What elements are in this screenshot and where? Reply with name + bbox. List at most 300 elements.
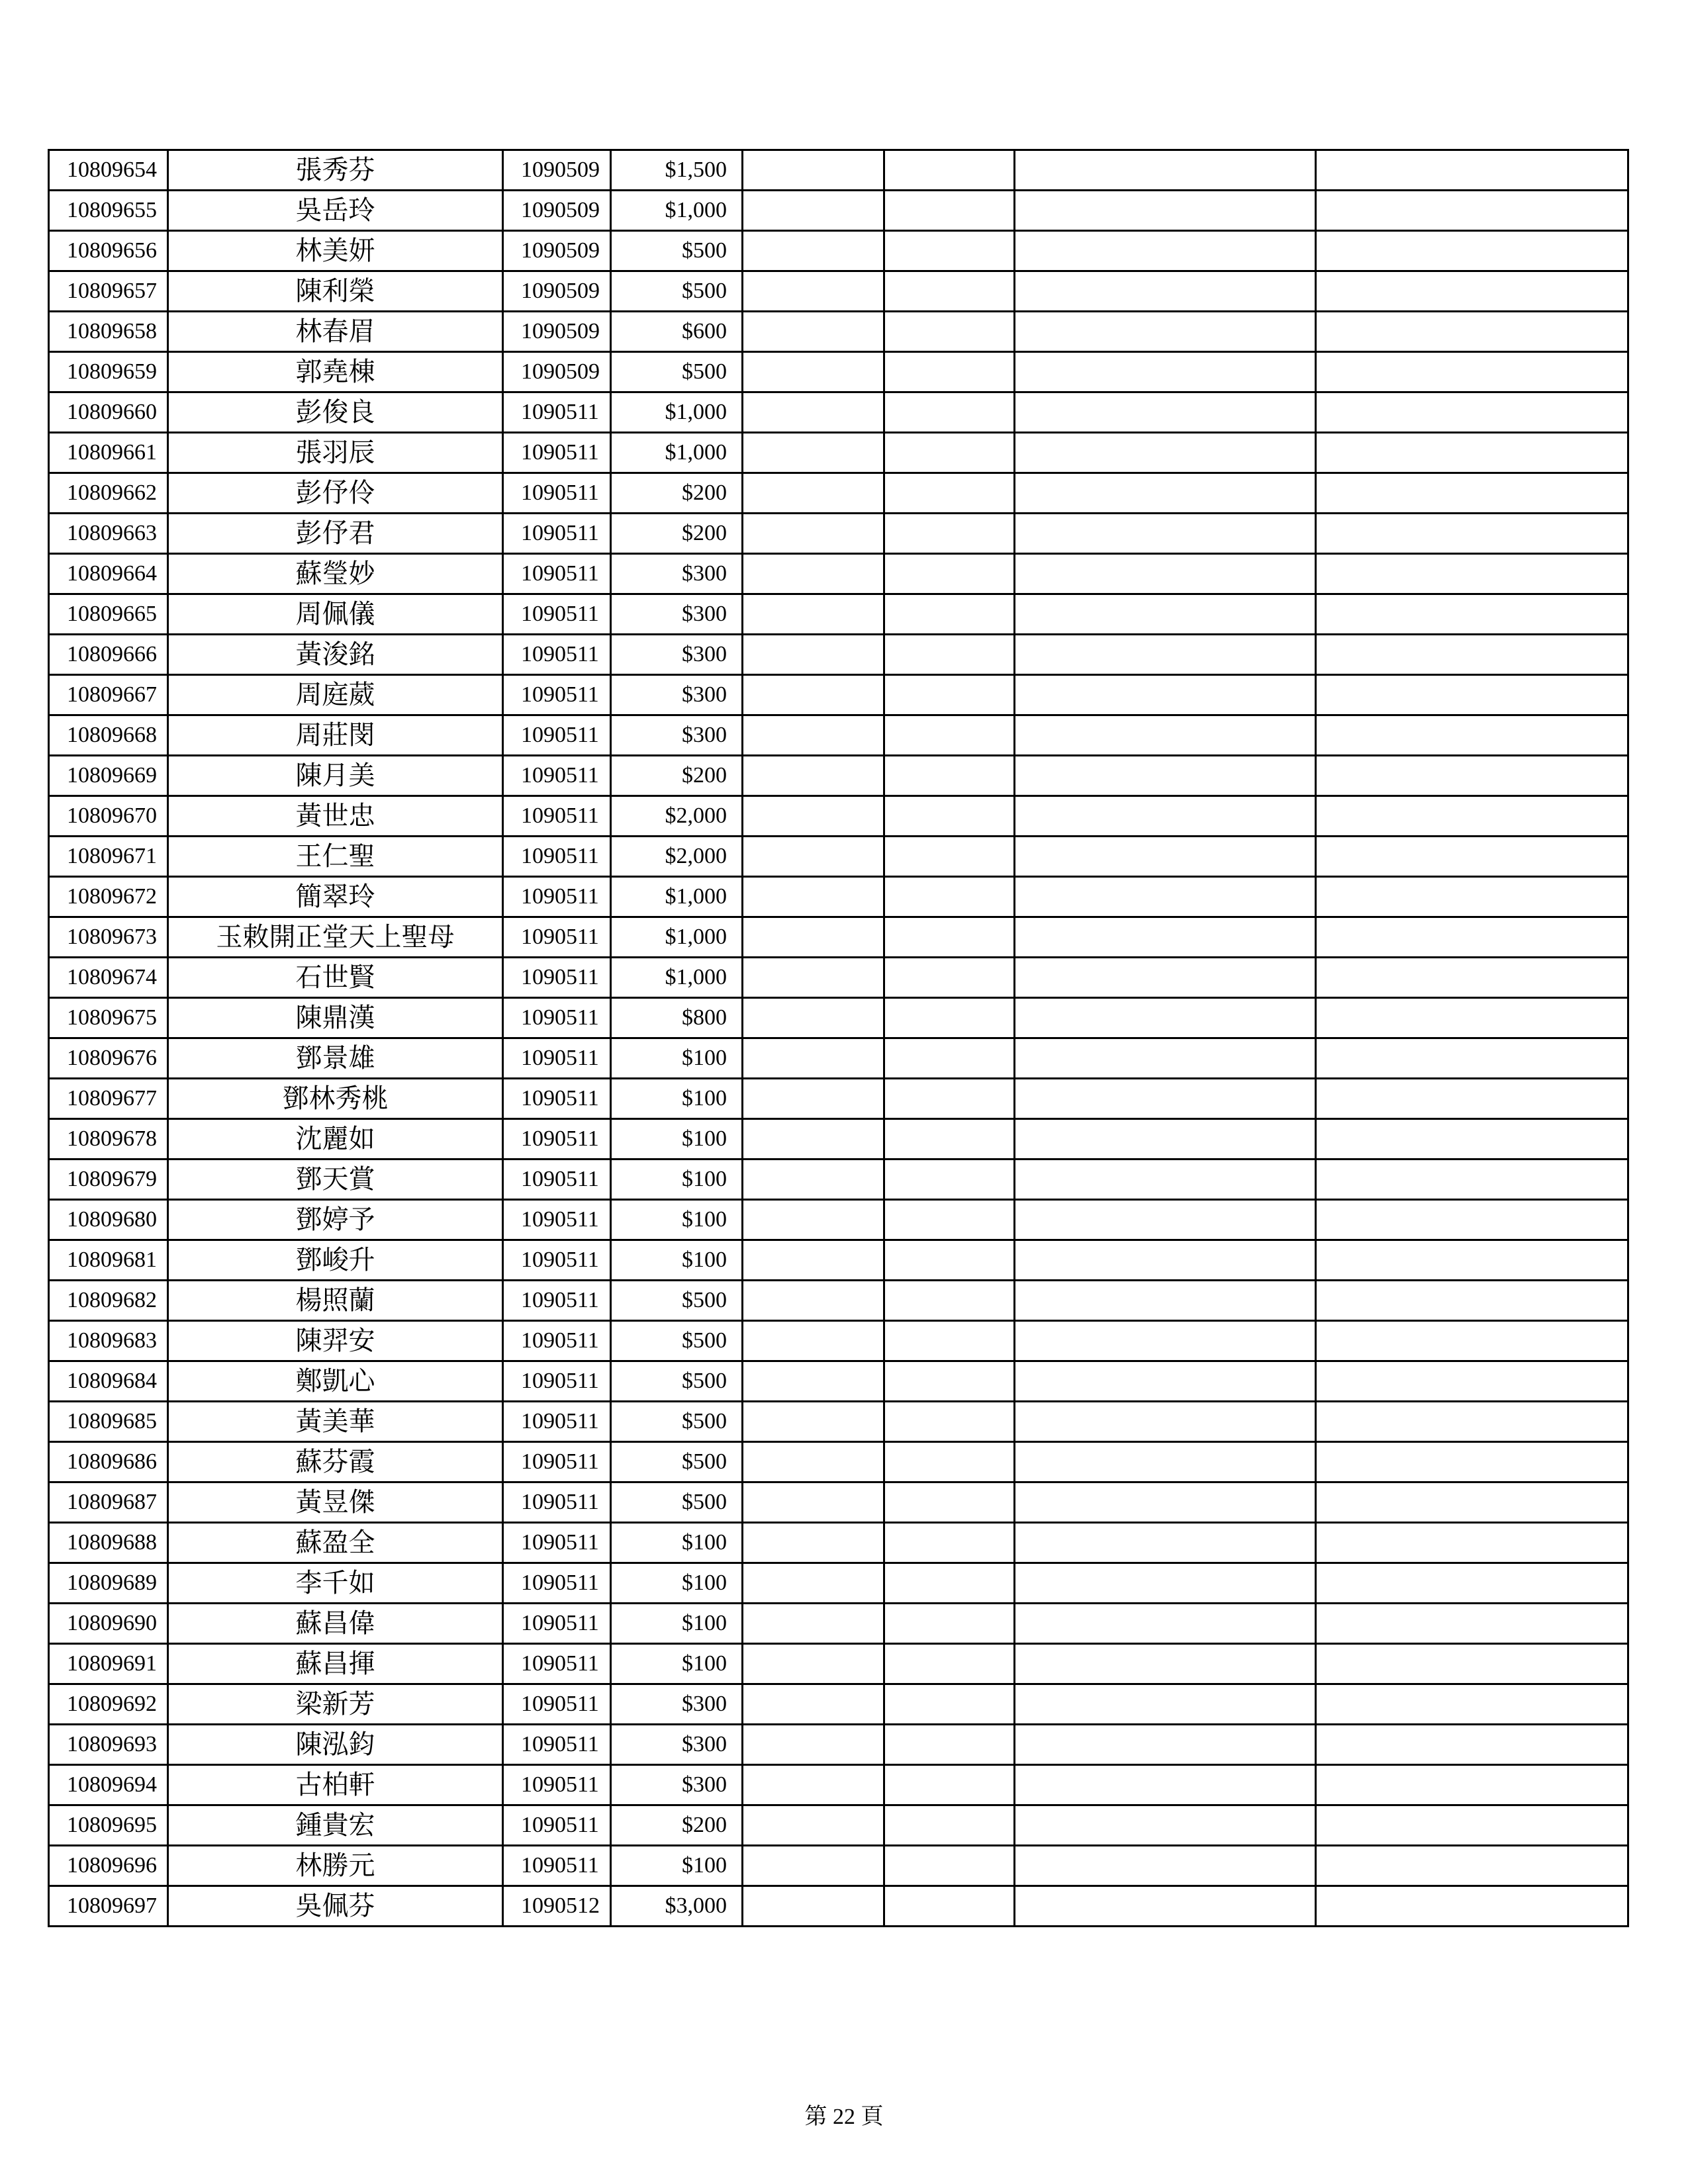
table-row: [49, 231, 1628, 271]
donor-name-cell: 周莊閔: [168, 715, 503, 756]
empty-cell: [1316, 271, 1628, 312]
empty-cell: [1015, 796, 1316, 837]
amount-cell: $500: [611, 1442, 743, 1482]
donor-name-cell: 陳鼎漢: [168, 998, 503, 1038]
empty-cell: [743, 1644, 884, 1684]
amount-cell: $500: [611, 1482, 743, 1523]
date-cell: 1090511: [503, 998, 611, 1038]
receipt-number-cell: 10809658: [49, 312, 168, 352]
empty-cell: [743, 1038, 884, 1079]
empty-cell: [884, 1765, 1015, 1805]
table-row: [49, 1119, 1628, 1160]
empty-cell: [1015, 473, 1316, 514]
empty-cell: [884, 837, 1015, 877]
receipt-number-cell: 10809682: [49, 1281, 168, 1321]
empty-cell: [1316, 554, 1628, 594]
receipt-number-cell: 10809687: [49, 1482, 168, 1523]
donor-name-cell: 周庭葳: [168, 675, 503, 715]
amount-cell: $1,000: [611, 917, 743, 958]
empty-cell: [1015, 1886, 1316, 1927]
empty-cell: [1015, 675, 1316, 715]
table-row: [49, 514, 1628, 554]
receipt-number-cell: 10809663: [49, 514, 168, 554]
empty-cell: [1015, 1604, 1316, 1644]
donor-name-cell: 陳羿安: [168, 1321, 503, 1361]
receipt-number-cell: 10809679: [49, 1160, 168, 1200]
date-cell: 1090511: [503, 1240, 611, 1281]
empty-cell: [1316, 958, 1628, 998]
empty-cell: [1316, 796, 1628, 837]
empty-cell: [743, 1765, 884, 1805]
table-row: [49, 1482, 1628, 1523]
amount-cell: $100: [611, 1523, 743, 1563]
receipt-number-cell: 10809683: [49, 1321, 168, 1361]
donor-name-cell: 黃浚銘: [168, 635, 503, 675]
receipt-number-cell: 10809676: [49, 1038, 168, 1079]
receipt-number-cell: 10809694: [49, 1765, 168, 1805]
empty-cell: [1015, 715, 1316, 756]
empty-cell: [884, 433, 1015, 473]
amount-cell: $800: [611, 998, 743, 1038]
date-cell: 1090511: [503, 917, 611, 958]
table-row: [49, 312, 1628, 352]
empty-cell: [884, 998, 1015, 1038]
date-cell: 1090511: [503, 1846, 611, 1886]
table-row: [49, 1523, 1628, 1563]
empty-cell: [743, 1886, 884, 1927]
date-cell: 1090511: [503, 1805, 611, 1846]
table-row: [49, 837, 1628, 877]
donor-name-cell: 鄭凱心: [168, 1361, 503, 1402]
table-row: [49, 1886, 1628, 1927]
donor-name-cell: 蘇昌偉: [168, 1604, 503, 1644]
empty-cell: [743, 1321, 884, 1361]
empty-cell: [1316, 1684, 1628, 1725]
empty-cell: [743, 796, 884, 837]
empty-cell: [1015, 1402, 1316, 1442]
amount-cell: $200: [611, 473, 743, 514]
table-row: [49, 1402, 1628, 1442]
empty-cell: [884, 1684, 1015, 1725]
empty-cell: [1316, 877, 1628, 917]
donor-name-cell: 吳佩芬: [168, 1886, 503, 1927]
donor-name-cell: 郭堯棟: [168, 352, 503, 392]
empty-cell: [884, 1846, 1015, 1886]
amount-cell: $3,000: [611, 1886, 743, 1927]
amount-cell: $100: [611, 1563, 743, 1604]
empty-cell: [1316, 1240, 1628, 1281]
receipt-number-cell: 10809696: [49, 1846, 168, 1886]
amount-cell: $100: [611, 1604, 743, 1644]
empty-cell: [743, 150, 884, 191]
receipt-number-cell: 10809695: [49, 1805, 168, 1846]
empty-cell: [1015, 958, 1316, 998]
empty-cell: [1316, 1442, 1628, 1482]
table-row: [49, 1725, 1628, 1765]
empty-cell: [1015, 594, 1316, 635]
empty-cell: [884, 1200, 1015, 1240]
amount-cell: $300: [611, 594, 743, 635]
empty-cell: [1015, 917, 1316, 958]
table-row: [49, 917, 1628, 958]
date-cell: 1090511: [503, 514, 611, 554]
receipt-number-cell: 10809668: [49, 715, 168, 756]
donor-name-cell: 蘇昌揮: [168, 1644, 503, 1684]
date-cell: 1090511: [503, 1281, 611, 1321]
empty-cell: [1015, 1523, 1316, 1563]
donor-name-cell: 玉敕開正堂天上聖母: [168, 917, 503, 958]
empty-cell: [743, 271, 884, 312]
empty-cell: [1316, 1361, 1628, 1402]
receipt-number-cell: 10809667: [49, 675, 168, 715]
page-number: 第 22 頁: [804, 2105, 884, 2129]
date-cell: 1090511: [503, 796, 611, 837]
empty-cell: [743, 877, 884, 917]
amount-cell: $300: [611, 715, 743, 756]
receipt-number-cell: 10809656: [49, 231, 168, 271]
donor-name-cell: 蘇芬霞: [168, 1442, 503, 1482]
donor-name-cell: 張羽辰: [168, 433, 503, 473]
amount-cell: $300: [611, 1684, 743, 1725]
amount-cell: $500: [611, 231, 743, 271]
table-row: [49, 352, 1628, 392]
donor-name-cell: 周佩儀: [168, 594, 503, 635]
empty-cell: [743, 312, 884, 352]
donor-name-cell: 鄧天賞: [168, 1160, 503, 1200]
amount-cell: $300: [611, 1765, 743, 1805]
empty-cell: [884, 635, 1015, 675]
empty-cell: [1015, 998, 1316, 1038]
date-cell: 1090511: [503, 1160, 611, 1200]
receipt-number-cell: 10809684: [49, 1361, 168, 1402]
empty-cell: [884, 231, 1015, 271]
empty-cell: [743, 1482, 884, 1523]
receipt-number-cell: 10809673: [49, 917, 168, 958]
empty-cell: [743, 998, 884, 1038]
empty-cell: [884, 514, 1015, 554]
empty-cell: [884, 191, 1015, 231]
table-row: [49, 271, 1628, 312]
receipt-number-cell: 10809681: [49, 1240, 168, 1281]
amount-cell: $1,000: [611, 191, 743, 231]
empty-cell: [743, 1684, 884, 1725]
date-cell: 1090511: [503, 433, 611, 473]
amount-cell: $100: [611, 1846, 743, 1886]
empty-cell: [1015, 514, 1316, 554]
empty-cell: [884, 1160, 1015, 1200]
empty-cell: [884, 1563, 1015, 1604]
empty-cell: [1316, 392, 1628, 433]
receipt-number-cell: 10809662: [49, 473, 168, 514]
table-row: [49, 1765, 1628, 1805]
donor-name-cell: 蘇盈全: [168, 1523, 503, 1563]
donor-name-cell: 鄧峻升: [168, 1240, 503, 1281]
date-cell: 1090509: [503, 191, 611, 231]
empty-cell: [743, 1240, 884, 1281]
amount-cell: $1,000: [611, 958, 743, 998]
empty-cell: [1015, 1119, 1316, 1160]
receipt-number-cell: 10809686: [49, 1442, 168, 1482]
empty-cell: [884, 1604, 1015, 1644]
empty-cell: [1316, 1281, 1628, 1321]
empty-cell: [1015, 1805, 1316, 1846]
empty-cell: [743, 1725, 884, 1765]
table-row: [49, 1604, 1628, 1644]
empty-cell: [884, 1725, 1015, 1765]
receipt-number-cell: 10809693: [49, 1725, 168, 1765]
amount-cell: $100: [611, 1079, 743, 1119]
receipt-number-cell: 10809680: [49, 1200, 168, 1240]
amount-cell: $1,500: [611, 150, 743, 191]
empty-cell: [1316, 917, 1628, 958]
date-cell: 1090511: [503, 1200, 611, 1240]
empty-cell: [1316, 514, 1628, 554]
empty-cell: [743, 1119, 884, 1160]
empty-cell: [1316, 1604, 1628, 1644]
table-row: [49, 756, 1628, 796]
empty-cell: [1316, 231, 1628, 271]
empty-cell: [1316, 1725, 1628, 1765]
date-cell: 1090511: [503, 635, 611, 675]
table-row: [49, 1200, 1628, 1240]
donor-name-cell: 陳利榮: [168, 271, 503, 312]
amount-cell: $100: [611, 1200, 743, 1240]
receipt-number-cell: 10809672: [49, 877, 168, 917]
receipt-number-cell: 10809677: [49, 1079, 168, 1119]
empty-cell: [1316, 1644, 1628, 1684]
receipt-number-cell: 10809659: [49, 352, 168, 392]
date-cell: 1090511: [503, 473, 611, 514]
empty-cell: [743, 554, 884, 594]
empty-cell: [1316, 998, 1628, 1038]
table-row: [49, 715, 1628, 756]
amount-cell: $500: [611, 352, 743, 392]
donor-name-cell: 鍾貴宏: [168, 1805, 503, 1846]
amount-cell: $100: [611, 1160, 743, 1200]
empty-cell: [884, 1119, 1015, 1160]
receipt-number-cell: 10809664: [49, 554, 168, 594]
donor-name-cell: 陳泓鈞: [168, 1725, 503, 1765]
date-cell: 1090511: [503, 392, 611, 433]
empty-cell: [743, 756, 884, 796]
date-cell: 1090509: [503, 150, 611, 191]
empty-cell: [1015, 1079, 1316, 1119]
empty-cell: [1316, 1805, 1628, 1846]
empty-cell: [884, 796, 1015, 837]
empty-cell: [884, 1482, 1015, 1523]
date-cell: 1090511: [503, 837, 611, 877]
receipt-number-cell: 10809669: [49, 756, 168, 796]
empty-cell: [1015, 1482, 1316, 1523]
empty-cell: [743, 1805, 884, 1846]
empty-cell: [1316, 352, 1628, 392]
empty-cell: [1316, 837, 1628, 877]
table-row: [49, 1281, 1628, 1321]
table-row: [49, 1240, 1628, 1281]
empty-cell: [743, 231, 884, 271]
empty-cell: [743, 1160, 884, 1200]
date-cell: 1090511: [503, 1725, 611, 1765]
table-row: [49, 1321, 1628, 1361]
amount-cell: $1,000: [611, 433, 743, 473]
table-row: [49, 998, 1628, 1038]
table-row: [49, 473, 1628, 514]
table-row: [49, 1038, 1628, 1079]
empty-cell: [743, 392, 884, 433]
empty-cell: [743, 1846, 884, 1886]
empty-cell: [884, 1079, 1015, 1119]
empty-cell: [884, 1361, 1015, 1402]
table-row: [49, 1846, 1628, 1886]
empty-cell: [743, 473, 884, 514]
empty-cell: [1015, 271, 1316, 312]
empty-cell: [884, 150, 1015, 191]
receipt-number-cell: 10809666: [49, 635, 168, 675]
empty-cell: [743, 1200, 884, 1240]
table-row: [49, 1684, 1628, 1725]
date-cell: 1090511: [503, 1361, 611, 1402]
date-cell: 1090511: [503, 1523, 611, 1563]
empty-cell: [1316, 1563, 1628, 1604]
donor-name-cell: 楊照蘭: [168, 1281, 503, 1321]
empty-cell: [884, 1038, 1015, 1079]
table-row: [49, 191, 1628, 231]
date-cell: 1090509: [503, 231, 611, 271]
receipt-number-cell: 10809688: [49, 1523, 168, 1563]
empty-cell: [884, 352, 1015, 392]
empty-cell: [884, 1402, 1015, 1442]
date-cell: 1090511: [503, 1765, 611, 1805]
empty-cell: [884, 1523, 1015, 1563]
ledger-body: [49, 150, 1628, 1927]
empty-cell: [1015, 1846, 1316, 1886]
table-row: [49, 675, 1628, 715]
table-row: [49, 877, 1628, 917]
empty-cell: [1316, 1321, 1628, 1361]
empty-cell: [1316, 1765, 1628, 1805]
amount-cell: $300: [611, 554, 743, 594]
date-cell: 1090511: [503, 1563, 611, 1604]
table-row: [49, 594, 1628, 635]
receipt-number-cell: 10809690: [49, 1604, 168, 1644]
table-row: [49, 1563, 1628, 1604]
empty-cell: [1015, 1361, 1316, 1402]
empty-cell: [743, 958, 884, 998]
amount-cell: $100: [611, 1644, 743, 1684]
table-row: [49, 554, 1628, 594]
empty-cell: [1015, 877, 1316, 917]
donor-name-cell: 李千如: [168, 1563, 503, 1604]
empty-cell: [884, 675, 1015, 715]
date-cell: 1090509: [503, 271, 611, 312]
empty-cell: [1015, 352, 1316, 392]
empty-cell: [884, 554, 1015, 594]
donor-name-cell: 彭俊良: [168, 392, 503, 433]
donor-name-cell: 張秀芬: [168, 150, 503, 191]
date-cell: 1090511: [503, 594, 611, 635]
table-row: [49, 958, 1628, 998]
table-row: [49, 1160, 1628, 1200]
date-cell: 1090511: [503, 1684, 611, 1725]
receipt-number-cell: 10809655: [49, 191, 168, 231]
empty-cell: [1015, 312, 1316, 352]
empty-cell: [1015, 1644, 1316, 1684]
empty-cell: [884, 1644, 1015, 1684]
table-row: [49, 1079, 1628, 1119]
receipt-number-cell: 10809657: [49, 271, 168, 312]
date-cell: 1090511: [503, 1442, 611, 1482]
empty-cell: [1316, 433, 1628, 473]
empty-cell: [1015, 1684, 1316, 1725]
receipt-number-cell: 10809670: [49, 796, 168, 837]
empty-cell: [1316, 715, 1628, 756]
date-cell: 1090509: [503, 352, 611, 392]
empty-cell: [1015, 1725, 1316, 1765]
empty-cell: [1015, 1240, 1316, 1281]
empty-cell: [743, 1402, 884, 1442]
empty-cell: [884, 958, 1015, 998]
empty-cell: [1015, 1563, 1316, 1604]
donor-name-cell: 石世賢: [168, 958, 503, 998]
empty-cell: [743, 917, 884, 958]
receipt-number-cell: 10809665: [49, 594, 168, 635]
receipt-number-cell: 10809689: [49, 1563, 168, 1604]
empty-cell: [1015, 837, 1316, 877]
date-cell: 1090511: [503, 554, 611, 594]
empty-cell: [1316, 1402, 1628, 1442]
date-cell: 1090511: [503, 756, 611, 796]
empty-cell: [1316, 1079, 1628, 1119]
amount-cell: $300: [611, 675, 743, 715]
amount-cell: $200: [611, 514, 743, 554]
date-cell: 1090511: [503, 1079, 611, 1119]
date-cell: 1090511: [503, 1482, 611, 1523]
amount-cell: $100: [611, 1240, 743, 1281]
table-row: [49, 1361, 1628, 1402]
donor-name-cell: 林美妍: [168, 231, 503, 271]
empty-cell: [884, 1886, 1015, 1927]
donor-name-cell: 梁新芳: [168, 1684, 503, 1725]
empty-cell: [884, 392, 1015, 433]
empty-cell: [1316, 756, 1628, 796]
amount-cell: $1,000: [611, 392, 743, 433]
empty-cell: [743, 514, 884, 554]
empty-cell: [743, 1523, 884, 1563]
empty-cell: [1316, 1038, 1628, 1079]
receipt-number-cell: 10809692: [49, 1684, 168, 1725]
donor-name-cell: 林勝元: [168, 1846, 503, 1886]
empty-cell: [743, 1604, 884, 1644]
empty-cell: [1015, 191, 1316, 231]
empty-cell: [743, 352, 884, 392]
receipt-number-cell: 10809697: [49, 1886, 168, 1927]
empty-cell: [884, 917, 1015, 958]
empty-cell: [1015, 1160, 1316, 1200]
empty-cell: [1316, 594, 1628, 635]
empty-cell: [1316, 1119, 1628, 1160]
amount-cell: $500: [611, 1321, 743, 1361]
empty-cell: [1015, 1765, 1316, 1805]
empty-cell: [743, 1563, 884, 1604]
empty-cell: [884, 1442, 1015, 1482]
empty-cell: [884, 1321, 1015, 1361]
amount-cell: $2,000: [611, 796, 743, 837]
table-row: [49, 1442, 1628, 1482]
empty-cell: [884, 271, 1015, 312]
empty-cell: [1316, 1523, 1628, 1563]
date-cell: 1090511: [503, 1321, 611, 1361]
receipt-number-cell: 10809678: [49, 1119, 168, 1160]
